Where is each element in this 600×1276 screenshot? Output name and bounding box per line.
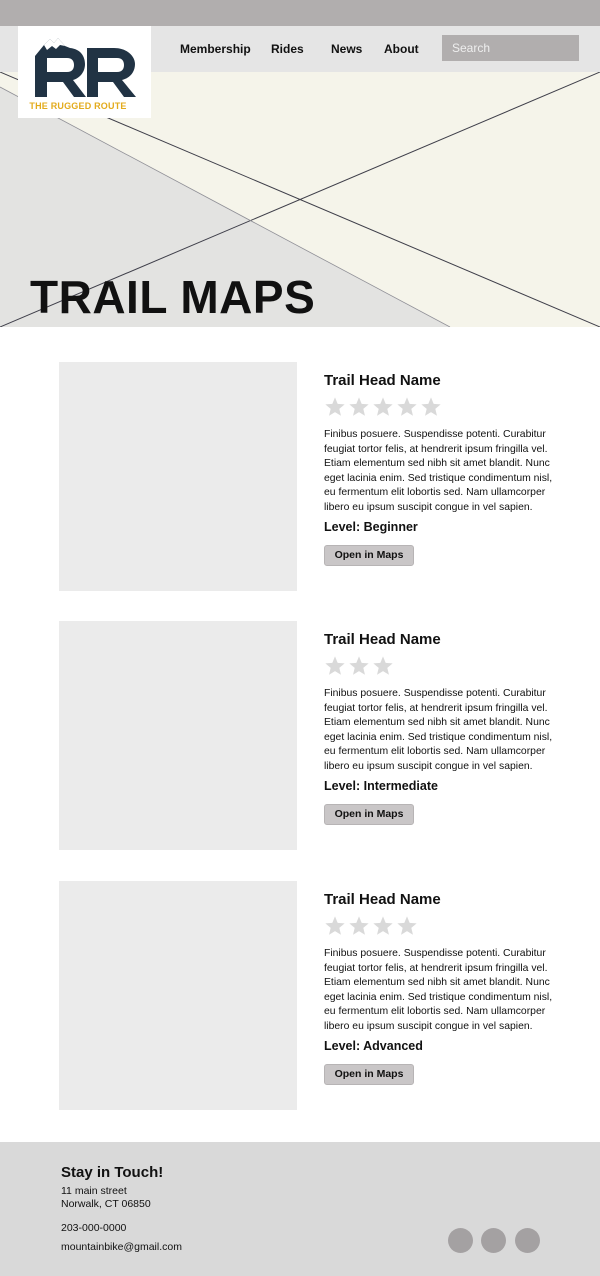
star-rating — [324, 396, 564, 422]
logo-tagline: THE RUGGED ROUTE — [29, 101, 127, 111]
social-icon[interactable] — [448, 1228, 473, 1253]
page-title: TRAIL MAPS — [30, 271, 316, 323]
trail-card — [59, 881, 559, 1110]
footer — [0, 1142, 600, 1276]
social-icon[interactable] — [515, 1228, 540, 1253]
nav-about[interactable]: About — [384, 42, 419, 56]
star-icon — [324, 915, 346, 937]
star-icon — [372, 915, 394, 937]
trail-info — [324, 631, 564, 825]
search-input[interactable] — [442, 35, 579, 61]
footer-address-line2: Norwalk, CT 06850 — [61, 1198, 151, 1210]
social-icon[interactable] — [481, 1228, 506, 1253]
star-icon — [396, 396, 418, 418]
star-icon — [372, 396, 394, 418]
trail-description: Finibus posuere. Suspendisse potenti. Curabitur feugiat tortor felis, at hendrerit ipsum fringilla vel. Etiam elementum sed nibh sit amet blandit. Nunc eget lacinia enim. Sed tristique condimentum nisl, eu fermentum elit lobortis sed. Nam ullamcorper libero eu ipsum suscipit congue in vel sapien. — [324, 948, 553, 1032]
trail-card — [59, 362, 559, 591]
trail-description: Finibus posuere. Suspendisse potenti. Curabitur feugiat tortor felis, at hendrerit ipsum fringilla vel. Etiam elementum sed nibh sit amet blandit. Nunc eget lacinia enim. Sed tristique condimentum nisl, eu fermentum elit lobortis sed. Nam ullamcorper libero eu ipsum suscipit congue in vel sapien. — [324, 429, 553, 513]
star-icon — [396, 915, 418, 937]
open-in-maps-button[interactable]: Open in Maps — [324, 545, 414, 566]
footer-phone: 203-000-0000 — [61, 1222, 127, 1234]
star-icon — [324, 396, 346, 418]
star-icon — [348, 915, 370, 937]
trail-description: Finibus posuere. Suspendisse potenti. Curabitur feugiat tortor felis, at hendrerit ipsum fringilla vel. Etiam elementum sed nibh sit amet blandit. Nunc eget lacinia enim. Sed tristique condimentum nisl, eu fermentum elit lobortis sed. Nam ullamcorper libero eu ipsum suscipit congue in vel sapien. — [324, 688, 553, 772]
star-icon — [324, 655, 346, 677]
nav-rides[interactable]: Rides — [271, 42, 304, 56]
trail-level: Level: Intermediate — [324, 778, 438, 793]
nav-membership[interactable]: Membership — [180, 42, 251, 56]
trail-level: Level: Beginner — [324, 519, 418, 534]
open-in-maps-button[interactable]: Open in Maps — [324, 1064, 414, 1085]
trail-name: Trail Head Name — [324, 891, 441, 908]
trail-name: Trail Head Name — [324, 372, 441, 389]
star-icon — [348, 396, 370, 418]
star-icon — [348, 655, 370, 677]
footer-address-line1: 11 main street — [61, 1185, 127, 1197]
star-icon — [420, 396, 442, 418]
trail-info — [324, 372, 564, 566]
trail-image — [59, 621, 297, 850]
star-rating — [324, 915, 564, 941]
trail-name: Trail Head Name — [324, 631, 441, 648]
footer-email[interactable]: mountainbike@gmail.com — [61, 1241, 182, 1253]
open-in-maps-button[interactable]: Open in Maps — [324, 804, 414, 825]
trail-image — [59, 881, 297, 1110]
trail-level: Level: Advanced — [324, 1038, 423, 1053]
top-bar — [0, 0, 600, 26]
star-rating — [324, 655, 564, 681]
star-icon — [372, 655, 394, 677]
nav-news[interactable]: News — [331, 42, 363, 56]
logo[interactable] — [18, 26, 151, 118]
trail-card — [59, 621, 559, 850]
footer-title: Stay in Touch! — [61, 1164, 164, 1181]
trail-image — [59, 362, 297, 591]
trail-info — [324, 891, 564, 1085]
